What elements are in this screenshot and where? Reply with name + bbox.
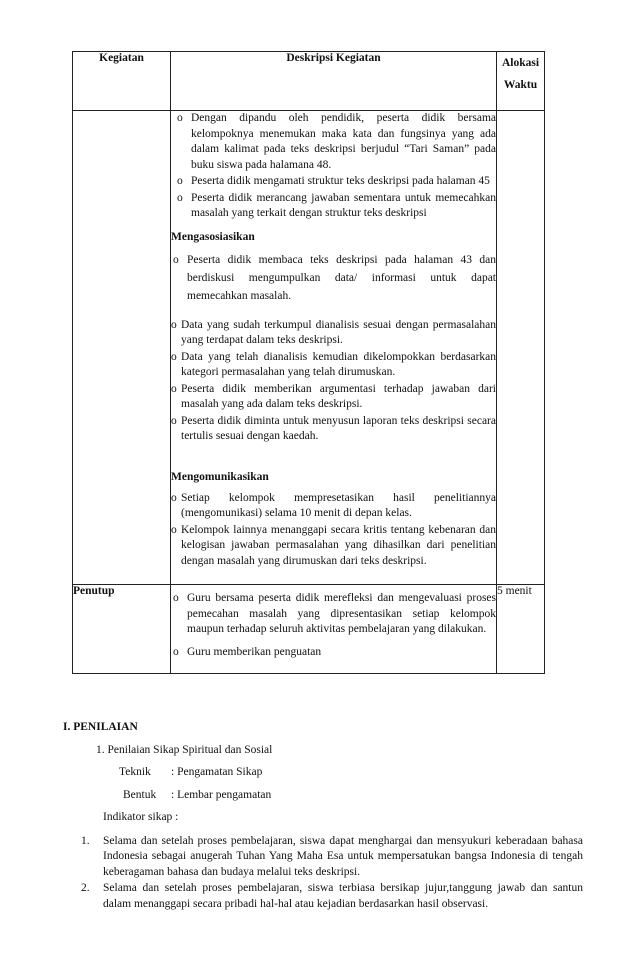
section-title-mengasosiasikan: Mengasosiasikan	[171, 230, 255, 243]
bentuk-label: Bentuk	[123, 788, 157, 801]
penilaian-section	[63, 720, 583, 913]
list-item	[171, 318, 496, 349]
penilaian-heading: I. PENILAIAN	[63, 721, 138, 733]
list-item	[171, 591, 496, 638]
bullet-icon: o	[177, 191, 183, 204]
table-row-inti	[73, 111, 545, 585]
bullet-icon: o	[177, 112, 183, 124]
list-item	[63, 881, 583, 912]
header-alokasi-line2: Waktu	[503, 79, 538, 91]
list-number: 1.	[81, 834, 90, 847]
bentuk-value: : Lembar pengamatan	[171, 788, 272, 801]
table-header-row	[73, 52, 545, 111]
bullet-icon: o	[171, 382, 177, 395]
cell-kegiatan-empty	[73, 111, 171, 585]
bullet-icon: o	[171, 350, 177, 363]
list-item-text: Selama dan setelah proses pembelajaran, siswa terbiasa bersikap jujur,tanggung jawab dan santun dalam menanggapi secara pribadi hal-hal atau kejadian berdasarkan hasil observasi.	[103, 882, 583, 910]
list-item-text: Setiap kelompok mempresetasikan hasil penelitiannya (mengomunikasi) selama 10 menit di depan kelas.	[181, 491, 496, 519]
list-item	[171, 382, 496, 413]
list-item-text: Peserta didik diminta untuk menyusun laporan teks deskripsi secara tertulis sesuai dengan kaedah.	[181, 414, 496, 442]
header-deskripsi: Deskripsi Kegiatan	[171, 52, 497, 111]
cell-waktu-penutup: 5 menit	[497, 585, 545, 674]
table-row-penutup	[73, 585, 545, 674]
kegiatan-table	[72, 51, 545, 674]
cell-waktu-empty	[497, 111, 545, 585]
list-item-text: Data yang telah dianalisis kemudian dikelompokkan berdasarkan kategori permasalahan yang telah dirumuskan.	[181, 350, 496, 378]
bullet-icon: o	[173, 253, 179, 266]
bentuk-row	[123, 788, 583, 804]
bullet-icon: o	[177, 175, 183, 187]
list-item	[177, 191, 496, 222]
header-kegiatan: Kegiatan	[73, 52, 171, 111]
list-item	[171, 251, 496, 305]
list-item	[177, 111, 496, 173]
cell-deskripsi-penutup	[171, 585, 497, 674]
list-item	[171, 414, 496, 445]
list-item	[177, 174, 496, 190]
bullet-icon: o	[171, 318, 177, 331]
list-item-text: Data yang sudah terkumpul dianalisis sesuai dengan permasalahan yang terdapat dalam teks deskripsi.	[181, 318, 496, 346]
cell-deskripsi-inti	[171, 111, 497, 585]
bullet-icon: o	[173, 645, 179, 658]
list-item-text: Selama dan setelah proses pembelajaran, siswa dapat menghargai dan mensyukuri keberadaan bahasa Indonesia sebagai anugerah Tuhan Yang Maha Esa untuk mempersatukan bangsa Indonesia di tengah keberagaman bahasa dan budaya melalui teks deskripsi.	[103, 834, 583, 878]
list-item-text: Dengan dipandu oleh pendidik, peserta didik bersama kelompoknya menemukan maka kata dan fungsinya yang ada dalam kalimat pada teks deskripsi berjudul “Tari Saman” pada buku siswa pada halamana 48.	[191, 112, 496, 171]
indikator-label: Indikator sikap :	[103, 811, 179, 823]
list-item-text: Peserta didik mengamati struktur teks deskripsi pada halaman 45	[191, 175, 490, 187]
header-alokasi-line1: Alokasi	[501, 57, 540, 69]
bullet-icon: o	[173, 592, 179, 604]
header-alokasi	[497, 52, 545, 111]
list-item	[171, 491, 496, 522]
list-item	[171, 523, 496, 570]
list-item-text: Guru bersama peserta didik merefleksi dan mengevaluasi proses pemecahan masalah yang dipresentasikan setiap kelompok maupun terhadap seluruh aktivitas pembelajaran yang dilakukan.	[187, 592, 496, 635]
list-item	[171, 350, 496, 381]
teknik-row	[119, 765, 583, 781]
teknik-value: : Pengamatan Sikap	[171, 766, 263, 778]
section-title-mengomunikasikan: Mengomunikasikan	[171, 470, 269, 483]
list-number: 2.	[81, 882, 90, 894]
cell-penutup-label: Penutup	[73, 585, 171, 674]
penilaian-subheading: 1. Penilaian Sikap Spiritual dan Sosial	[96, 743, 273, 756]
list-item	[63, 834, 583, 881]
bullet-icon: o	[171, 491, 177, 504]
list-item	[171, 645, 496, 661]
bullet-icon: o	[171, 523, 177, 536]
list-item-text: Peserta didik membaca teks deskripsi pada halaman 43 dan berdiskusi mengumpulkan data/ informasi untuk dapat memecahkan masalah.	[187, 253, 496, 302]
bullet-icon: o	[171, 414, 177, 427]
teknik-label: Teknik	[119, 766, 151, 778]
list-item-text: Guru memberikan penguatan	[187, 645, 322, 658]
list-item-text: Kelompok lainnya menanggapi secara kritis tentang kebenaran dan kelogisan jawaban permasalahan yang dihasilkan dari penelitian dengan masalah yang dirumuskan dari teks deskripsi.	[181, 523, 496, 567]
list-item-text: Peserta didik merancang jawaban sementara untuk memecahkan masalah yang terkait dengan struktur teks deskripsi	[191, 191, 496, 219]
list-item-text: Peserta didik memberikan argumentasi terhadap jawaban dari masalah yang ada dalam teks deskripsi.	[181, 382, 496, 410]
